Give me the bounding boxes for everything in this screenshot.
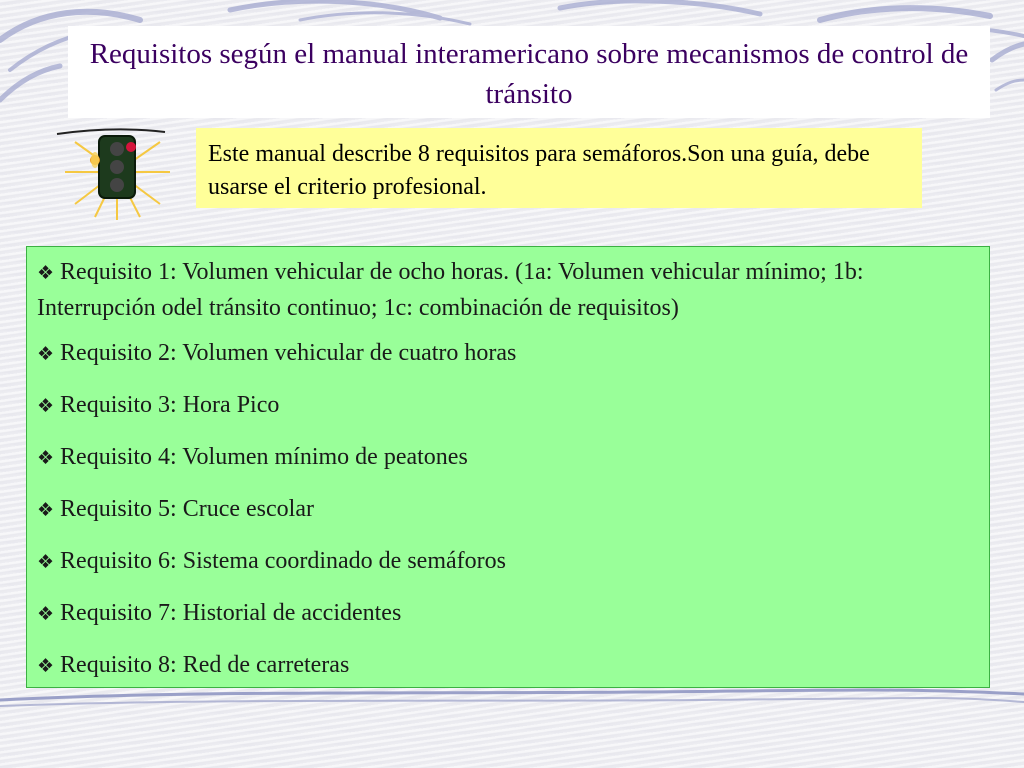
- list-item: ❖ Requisito 1: Volumen vehicular de ocho horas. (1a: Volumen vehicular mínimo; 1b: Interrupción odel tránsito continuo; 1c: combinación de requisitos): [37, 259, 864, 321]
- list-item: ❖ Requisito 7: Historial de accidentes: [37, 600, 402, 626]
- diamond-bullet-icon: ❖: [37, 447, 55, 469]
- diamond-bullet-icon: ❖: [37, 499, 55, 521]
- list-item: ❖ Requisito 6: Sistema coordinado de semáforos: [37, 548, 506, 574]
- list-item: ❖ Requisito 3: Hora Pico: [37, 392, 280, 418]
- diamond-bullet-icon: ❖: [37, 343, 55, 365]
- diamond-bullet-icon: ❖: [37, 655, 55, 677]
- list-item: ❖ Requisito 4: Volumen mínimo de peatones: [37, 444, 468, 470]
- diamond-bullet-icon: ❖: [37, 551, 55, 573]
- diamond-bullet-icon: ❖: [37, 603, 55, 625]
- list-item: ❖ Requisito 2: Volumen vehicular de cuatro horas: [37, 340, 517, 366]
- list-item: ❖ Requisito 8: Red de carreteras: [37, 652, 350, 678]
- requirements-box: [26, 246, 990, 688]
- note-text: Este manual describe 8 requisitos para semáforos.Son una guía, debe usarse el criterio profesional.: [208, 141, 870, 200]
- traffic-light-icon: [55, 122, 180, 222]
- diamond-bullet-icon: ❖: [37, 262, 55, 284]
- note-box: [196, 128, 922, 208]
- slide-title: Requisitos según el manual interamericano sobre mecanismos de control de tránsito: [89, 38, 969, 110]
- diamond-bullet-icon: ❖: [37, 395, 55, 417]
- bottom-swirl-decoration: [0, 680, 1024, 720]
- list-item: ❖ Requisito 5: Cruce escolar: [37, 496, 314, 522]
